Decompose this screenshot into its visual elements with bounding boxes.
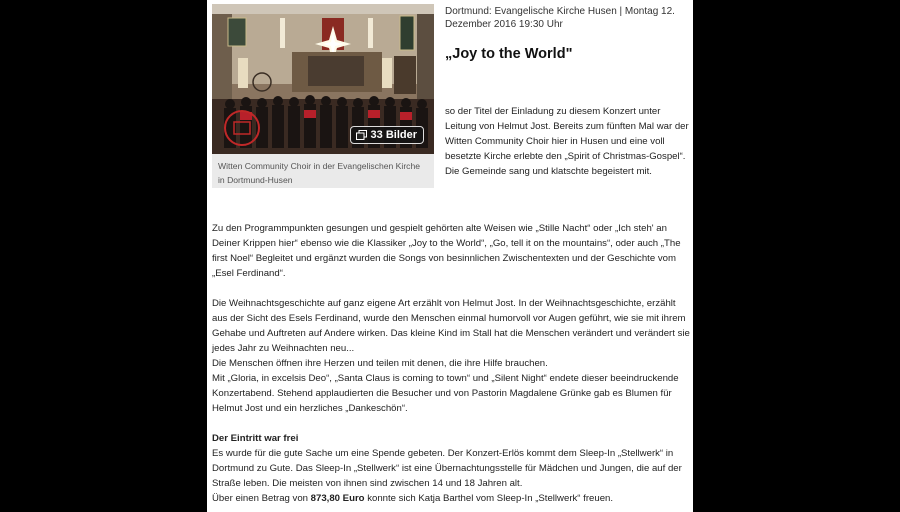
subheading-free-entry: Der Eintritt war frei (212, 433, 299, 444)
paragraph-hearts-text: Die Menschen öffnen ihre Herzen und teilen mit denen, die ihre Hilfe brauchen. (212, 358, 548, 369)
event-location-date: Dortmund: Evangelische Kirche Husen | Montag 12. Dezember 2016 19:30 Uhr (445, 6, 675, 30)
paragraph-donation (212, 431, 690, 506)
paragraph-donation-text: Es wurde für die gute Sache um eine Spende gebeten. Der Konzert-Erlös kommt dem Sleep-In „Stellwerk“ in Dortmund zu Gute. Das Sleep-In „Stellwerk“ ist eine Übernachtungsstelle für Mädchen und Jungen, die auf der Straße leben. Die meisten von ihnen sind zwischen 14 und 18 Jahren alt. (212, 448, 682, 489)
article-figure (212, 4, 434, 188)
paragraph-amount-after: konnte sich Katja Barthel vom Sleep-In „Stellwerk“ freuen. (364, 493, 614, 504)
article-page (207, 0, 693, 512)
article-lead: so der Titel der Einladung zu diesem Konzert unter Leitung von Helmut Jost. Bereits zum fünften Mal war der Witten Community Choir hier in Husen und eine voll besetzte Kirche erlebte den „Spirit of Christmas-Gospel“. Die Gemeinde sang und klatschte begeistert mit. (445, 106, 689, 177)
paragraph-finale-text: Mit „Gloria, in excelsis Deo“, „Santa Claus is coming to town“ und „Silent Night“ endete dieser beeindruckende Konzertabend. Stehend applaudierten die Besucher und von Pastorin Magdalene Grünke gab es Blumen für Helmut Jost und ein herzliches „Dankeschön“. (212, 373, 679, 414)
article-title: „Joy to the World" (445, 46, 573, 62)
gallery-icon (356, 130, 367, 140)
donation-amount: 873,80 Euro (310, 493, 365, 504)
image-caption: Witten Community Choir in der Evangelischen Kirche in Dortmund-Husen (218, 161, 421, 185)
church-choir-photo[interactable] (212, 4, 434, 154)
paragraph-story (212, 296, 690, 416)
gallery-count-button[interactable] (350, 126, 424, 144)
gallery-count-label: 33 Bilder (370, 129, 417, 141)
article-body (212, 221, 690, 512)
paragraph-program: Zu den Programmpunkten gesungen und gespielt gehörten alte Weisen wie „Stille Nacht“ oder „Ich steh' an Deiner Krippen hier“ ebenso wie die Klassiker „Joy to the World“, „Go, tell it on the mountains“, oder auch „The first Noel“ Begleitet und ergänzt wurden die Songs von besinnlichen Zwischentexten und der Geschichte vom „Esel Ferdinand“. (212, 223, 681, 279)
paragraph-amount-before: Über einen Betrag von (212, 493, 311, 504)
paragraph-story-text: Die Weihnachtsgeschichte auf ganz eigene Art erzählt von Helmut Jost. In der Weihnachtsgeschichte, erzählt aus der Sicht des Esels Ferdinand, wurde den Menschen einmal humorvoll vor Augen geführt, wie sie mit ihrem Gehabe und Auftreten auf Andere wirken. Das kleine Kind im Stall hat die Menschen verändert und verändert sie jedes Jahr zu Weihnachten neu... (212, 298, 690, 354)
